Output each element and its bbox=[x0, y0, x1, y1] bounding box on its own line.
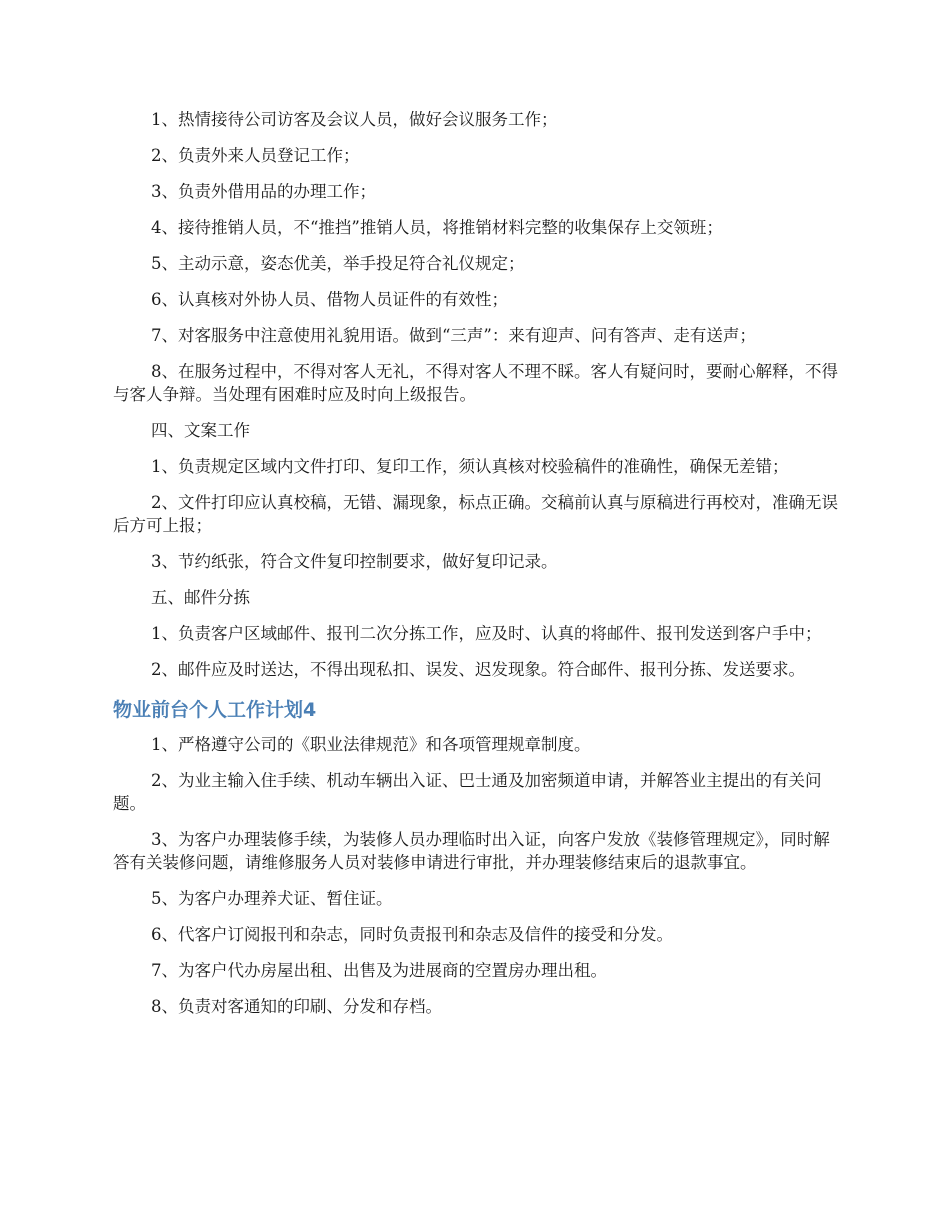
paragraph: 4、接待推销人员，不“推挡”推销人员，将推销材料完整的收集保存上交领班； bbox=[151, 218, 723, 237]
paragraph: 1、负责规定区域内文件打印、复印工作，须认真核对校验稿件的准确性，确保无差错； bbox=[151, 457, 789, 476]
paragraph: 6、代客户订阅报刊和杂志，同时负责报刊和杂志及信件的接受和分发。 bbox=[151, 925, 673, 944]
paragraph: 5、主动示意，姿态优美，举手投足符合礼仪规定； bbox=[151, 254, 525, 273]
paragraph: 5、为客户办理养犬证、暂住证。 bbox=[151, 889, 393, 908]
paragraph: 7、为客户代办房屋出租、出售及为进展商的空置房办理出租。 bbox=[151, 961, 607, 980]
subsection-title: 五、邮件分拣 bbox=[151, 588, 250, 607]
document-page bbox=[113, 108, 839, 1031]
paragraph: 3、为客户办理装修手续，为装修人员办理临时出入证，向客户发放《装修管理规定》，同时解答有关装修问题，请维修服务人员对装修申请进行审批，并办理装修结束后的退款事宜。 bbox=[113, 830, 830, 872]
paragraph: 1、热情接待公司访客及会议人员，做好会议服务工作； bbox=[151, 110, 558, 129]
paragraph: 2、邮件应及时送达，不得出现私扣、误发、迟发现象。符合邮件、报刊分拣、发送要求。 bbox=[151, 660, 805, 679]
paragraph: 3、负责外借用品的办理工作； bbox=[151, 182, 376, 201]
paragraph: 2、负责外来人员登记工作； bbox=[151, 146, 360, 165]
paragraph: 3、节约纸张，符合文件复印控制要求，做好复印记录。 bbox=[151, 552, 558, 571]
paragraph: 8、在服务过程中，不得对客人无礼，不得对客人不理不睬。客人有疑问时，要耐心解释，不得与客人争辩。当处理有困难时应及时向上级报告。 bbox=[113, 362, 838, 404]
paragraph: 8、负责对客通知的印刷、分发和存档。 bbox=[151, 997, 442, 1016]
paragraph: 1、负责客户区域邮件、报刊二次分拣工作，应及时、认真的将邮件、报刊发送到客户手中； bbox=[151, 624, 822, 643]
subsection-title: 四、文案工作 bbox=[151, 421, 250, 440]
paragraph: 7、对客服务中注意使用礼貌用语。做到“三声”：来有迎声、问有答声、走有送声； bbox=[151, 326, 756, 345]
section-heading: 物业前台个人工作计划4 bbox=[113, 699, 317, 721]
paragraph: 2、为业主输入住手续、机动车辆出入证、巴士通及加密频道申请，并解答业主提出的有关问题。 bbox=[113, 771, 822, 813]
paragraph: 6、认真核对外协人员、借物人员证件的有效性； bbox=[151, 290, 508, 309]
paragraph: 2、文件打印应认真校稿，无错、漏现象，标点正确。交稿前认真与原稿进行再校对，准确无误后方可上报； bbox=[113, 493, 838, 535]
section-front-desk-duties bbox=[113, 108, 839, 681]
section-work-plan-4 bbox=[113, 697, 839, 1018]
paragraph: 1、严格遵守公司的《职业法律规范》和各项管理规章制度。 bbox=[151, 735, 591, 754]
